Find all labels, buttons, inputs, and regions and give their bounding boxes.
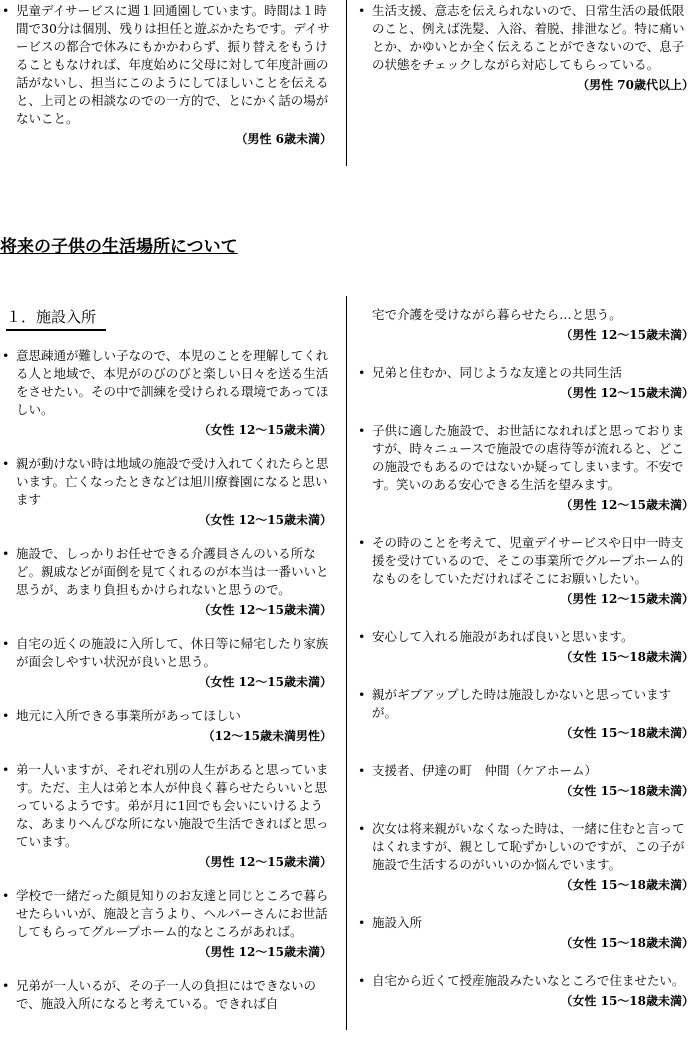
bullet-icon: •: [358, 915, 366, 930]
list-item: [356, 2, 694, 94]
item-text: 自宅の近くの施設に入所して、休日等に帰宅したり家族が面会しやすい状況が良いと思う。: [16, 636, 329, 669]
respondent-attribute: （女性 12～15歳未満）: [198, 423, 332, 437]
column-divider-top: [346, 0, 347, 166]
list-item: [356, 422, 694, 514]
item-text: 兄弟が一人いるが、その子一人の負担にはできないので、施設入所になると考えている。できれば自: [16, 978, 317, 1011]
section-heading: 将来の子供の生活場所について: [0, 237, 238, 257]
list-item: [0, 887, 332, 961]
bullet-icon: •: [2, 888, 10, 903]
bullet-icon: •: [358, 687, 366, 702]
list-item: [0, 977, 332, 1013]
bullet-icon: •: [2, 762, 10, 777]
list-item: [0, 761, 332, 871]
item-text: 意思疎通が難しい子なので、本児のことを理解してくれる人と地域で、本児がのびのびと楽しい日々を送る生活をさせたい。その中で訓練を受けられる環境であってほしい。: [16, 348, 329, 417]
item-text: 生活支援、意志を伝えられないので、日常生活の最低限のこと、例えば洗髪、入浴、着脱、排泄など。特に痛いとか、かゆいとか全く伝えることができないので、息子の状態をチェックしながら対応してもらっている。: [372, 3, 685, 72]
list-item: [0, 347, 332, 439]
item-text: 地元に入所できる事業所があってほしい: [16, 708, 241, 723]
bullet-icon: •: [358, 535, 366, 550]
list-item: [0, 2, 332, 148]
respondent-attribute: （女性 12～15歳未満）: [198, 603, 332, 617]
item-text: 安心して入れる施設があれば良いと思います。: [372, 629, 634, 644]
continued-item: [356, 306, 694, 344]
respondent-attribute: （男性 70歳代以上）: [577, 78, 694, 92]
list-item: [0, 707, 332, 745]
respondent-attribute: （女性 12～15歳未満）: [198, 513, 332, 527]
bullet-icon: •: [358, 629, 366, 644]
item-text: 学校で一緒だった顔見知りのお友達と同じところで暮らせたらいいが、施設と言うより、ヘルパーさんにお世話してもらってグループホーム的なところがあれば。: [16, 888, 329, 939]
top-right-column: [356, 2, 694, 116]
bullet-icon: •: [2, 456, 10, 471]
item-text: 宅で介護を受けながら暮らせたら…と思う。: [372, 307, 622, 322]
list-item: [356, 820, 694, 894]
bullet-icon: •: [2, 3, 10, 18]
list-item: [0, 455, 332, 529]
respondent-attribute: （女性 15～18歳未満）: [560, 994, 694, 1008]
bullet-icon: •: [2, 978, 10, 993]
list-item: [356, 972, 694, 1010]
respondent-attribute: （男性 12～15歳未満）: [560, 328, 694, 342]
respondent-attribute: （女性 15～18歳未満）: [560, 878, 694, 892]
top-left-column: [0, 2, 332, 170]
item-text: 支援者、伊達の町 仲間（ケアホーム）: [372, 763, 598, 778]
item-text: 次女は将来親がいなくなった時は、一緒に住むと言ってはくれますが、親として恥ずかしいのですが、この子が施設で生活するのがいいのか悩んでいます。: [372, 821, 685, 872]
bullet-icon: •: [2, 708, 10, 723]
bullet-icon: •: [358, 3, 366, 18]
item-text: 親がギブアップした時は施設しかないと思っていますが。: [372, 687, 672, 720]
list-item: [356, 534, 694, 608]
respondent-attribute: （12～15歳未満男性）: [202, 729, 332, 743]
list-item: [356, 762, 694, 800]
bullet-icon: •: [2, 546, 10, 561]
item-text: 施設で、しっかりお任せできる介護員さんのいる所など。親戚などが面倒を見てくれるのが本当は一番いいと思うが、あまり負担もかけられないと思うので。: [16, 546, 329, 597]
list-item: [0, 545, 332, 619]
respondent-attribute: （男性 12～15歳未満）: [560, 498, 694, 512]
item-text: 兄弟と住むか、同じような友達との共同生活: [372, 365, 623, 380]
bullet-icon: •: [2, 348, 10, 363]
respondent-attribute: （男性 12～15歳未満）: [560, 592, 694, 606]
bottom-right-column: [356, 306, 694, 1030]
item-text: 児童デイサービスに週１回通園しています。時間は１時間で30分は個別、残りは担任と遊ぶかたちです。デイサービスの都合で休みにもかかわらず、振り替えをもうけることもなければ、年度始めに父母に対して年度計画の話がないし、担当にこのようにしてほしいことを伝えると、上司との相談なのでの一方的で、とにかく話の場がないこと。: [16, 3, 330, 126]
respondent-attribute: （女性 15～18歳未満）: [560, 650, 694, 664]
subsection-heading: １．施設入所: [6, 306, 106, 331]
item-text: 施設入所: [372, 915, 423, 930]
bullet-icon: •: [2, 636, 10, 651]
list-item: [0, 635, 332, 691]
bullet-icon: •: [358, 973, 366, 988]
respondent-attribute: （男性 12～15歳未満）: [198, 855, 332, 869]
list-item: [356, 686, 694, 742]
respondent-attribute: （女性 15～18歳未満）: [560, 936, 694, 950]
item-text: その時のことを考えて、児童デイサービスや日中一時支援を受けているので、そこの事業所でグループホーム的なものをしていただければそこにお願いしたい。: [372, 535, 684, 586]
bullet-icon: •: [358, 763, 366, 778]
respondent-attribute: （女性 15～18歳未満）: [560, 784, 694, 798]
item-text: 自宅から近くて授産施設みたいなところで住ませたい。: [372, 973, 685, 988]
respondent-attribute: （男性 6歳未満）: [235, 132, 332, 146]
item-text: 親が動けない時は地域の施設で受け入れてくれたらと思います。亡くなったときなどは旭川療養園になると思います: [16, 456, 329, 507]
respondent-attribute: （男性 12～15歳未満）: [560, 386, 694, 400]
respondent-attribute: （女性 12～15歳未満）: [198, 675, 332, 689]
item-text: 子供に適した施設で、お世話になれればと思っておりますが、時々ニュースで施設での虐待等が流れると、どこの施設でもあるのではないか疑ってしまいます。不安です。笑いのある安心できる生活を望みます。: [372, 423, 685, 492]
list-item: [356, 914, 694, 952]
bullet-icon: •: [358, 423, 366, 438]
bottom-left-column: [0, 347, 332, 1029]
item-text: 弟一人いますが、それぞれ別の人生があると思っています。ただ、主人は弟と本人が仲良く暮らせたらいいと思っているようです。弟が月に1回でも会いにいけるような、あまりへんぴな所にない施設で生活できればと思っています。: [16, 762, 329, 849]
list-item: [356, 364, 694, 402]
bullet-icon: •: [358, 821, 366, 836]
column-divider-bottom: [346, 296, 347, 1030]
bullet-icon: •: [358, 365, 366, 380]
respondent-attribute: （女性 15～18歳未満）: [560, 726, 694, 740]
list-item: [356, 628, 694, 666]
respondent-attribute: （男性 12～15歳未満）: [198, 945, 332, 959]
